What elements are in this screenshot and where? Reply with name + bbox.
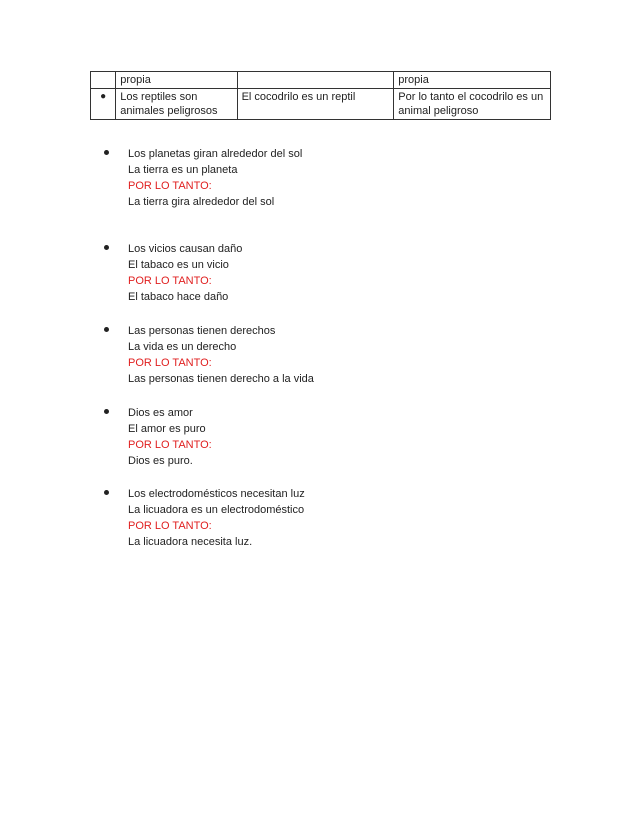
premise-2: La vida es un derecho	[128, 341, 237, 353]
list-item	[104, 486, 305, 550]
conclusion: La licuadora necesita luz.	[128, 536, 253, 548]
premise-2: La licuadora es un electrodoméstico	[128, 504, 305, 516]
table-cell: Por lo tanto el cocodrilo es un animal peligroso	[394, 89, 551, 120]
table-cell: El cocodrilo es un reptil	[237, 89, 394, 120]
premise-1: Los planetas giran alrededor del sol	[128, 148, 303, 160]
conclusion: La tierra gira alrededor del sol	[128, 196, 275, 208]
connector: POR LO TANTO:	[128, 357, 212, 369]
bullet-icon: ●	[100, 91, 107, 102]
list-item	[104, 241, 242, 305]
table-cell: propia	[116, 72, 237, 89]
table-row	[91, 72, 551, 89]
conclusion: El tabaco hace daño	[128, 291, 229, 303]
premise-1: Los vicios causan daño	[128, 243, 243, 255]
bullet-icon	[104, 409, 109, 414]
bullet-icon	[104, 245, 109, 250]
conclusion: Dios es puro.	[128, 455, 193, 467]
connector: POR LO TANTO:	[128, 439, 212, 451]
conclusion: Las personas tienen derecho a la vida	[128, 373, 314, 385]
syllogism-table	[90, 71, 551, 120]
list-item	[104, 405, 212, 469]
premise-1: Las personas tienen derechos	[128, 325, 276, 337]
bullet-icon	[104, 490, 109, 495]
premise-1: Los electrodomésticos necesitan luz	[128, 488, 305, 500]
table-cell-bullet	[91, 89, 116, 120]
table-cell-bullet	[91, 72, 116, 89]
bullet-icon	[104, 327, 109, 332]
premise-2: El tabaco es un vicio	[128, 259, 229, 271]
table-cell	[237, 72, 394, 89]
connector: POR LO TANTO:	[128, 520, 212, 532]
list-item	[104, 323, 314, 387]
premise-1: Dios es amor	[128, 407, 193, 419]
list-item	[104, 146, 302, 210]
connector: POR LO TANTO:	[128, 180, 212, 192]
premise-2: La tierra es un planeta	[128, 164, 238, 176]
connector: POR LO TANTO:	[128, 275, 212, 287]
table-cell: propia	[394, 72, 551, 89]
premise-2: El amor es puro	[128, 423, 206, 435]
table-cell: Los reptiles son animales peligrosos	[116, 89, 237, 120]
table-row	[91, 89, 551, 120]
bullet-icon	[104, 150, 109, 155]
